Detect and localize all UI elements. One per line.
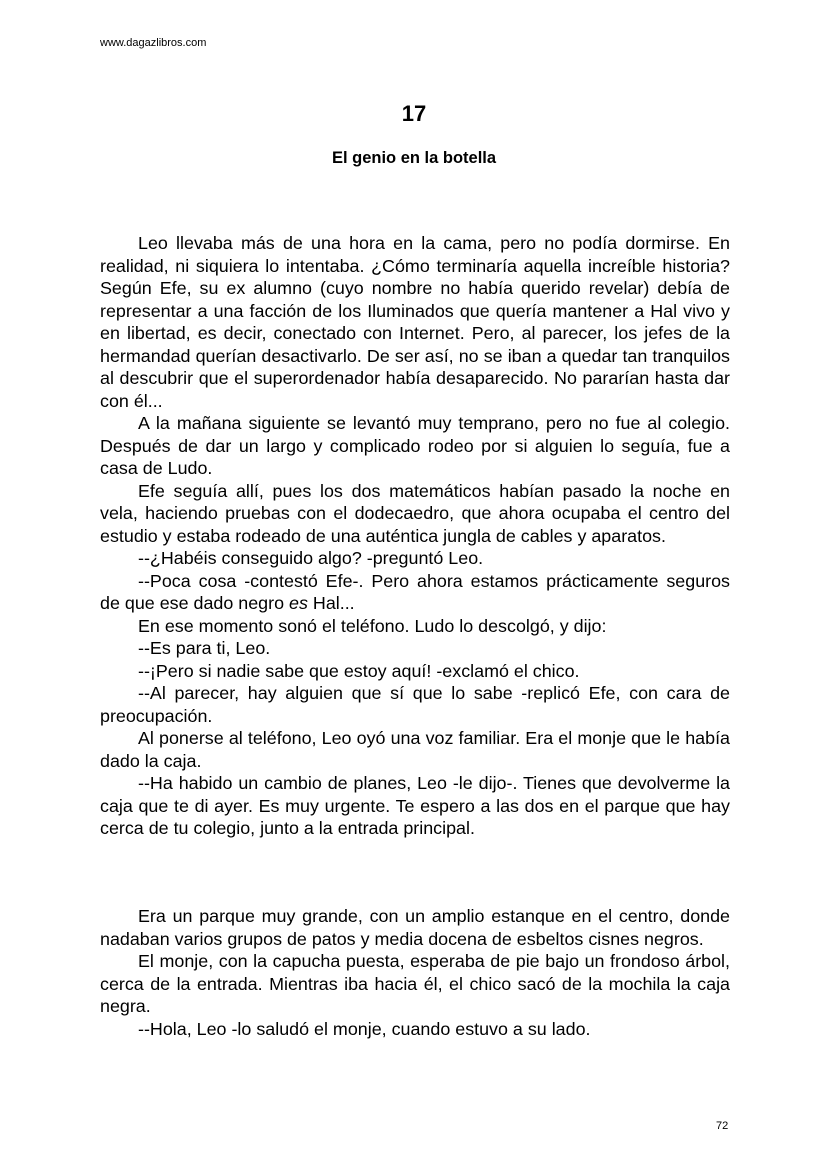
paragraph: Era un parque muy grande, con un amplio estanque en el centro, donde nadaban varios grupos de patos y media docena de esbeltos cisnes negros. [100,906,730,949]
paragraph: --Es para ti, Leo. [138,638,271,658]
chapter-number: 17 [401,101,427,126]
page-number: 72 [716,1120,729,1132]
paragraph: A la mañana siguiente se levantó muy temprano, pero no fue al colegio. Después de dar un largo y complicado rodeo por si alguien lo seguía, fue a casa de Ludo. [100,413,730,478]
paragraph: El monje, con la capucha puesta, esperaba de pie bajo un frondoso árbol, cerca de la entrada. Mientras iba hacia él, el chico sacó de la mochila la caja negra. [100,951,730,1016]
paragraph: --¡Pero si nadie sabe que estoy aquí! -exclamó el chico. [138,660,580,681]
paragraph: --Ha habido un cambio de planes, Leo -le dijo-. Tienes que devolverme la caja que te di ayer. Es muy urgente. Te espero a las dos en el parque que hay cerca de tu colegio, junto a la entrada principal. [100,773,730,838]
paragraph-text: --Poca cosa -contestó Efe-. Pero ahora estamos prácticamente seguros de que ese dado negro [100,570,730,613]
paragraph [100,570,730,615]
paragraph: --Al parecer, hay alguien que sí que lo sabe -replicó Efe, con cara de preocupación. [100,683,730,726]
site-url: www.dagazlibros.com [100,37,207,49]
body-text-section-1 [100,232,730,840]
paragraph: En ese momento sonó el teléfono. Ludo lo descolgó, y dijo: [138,615,607,636]
chapter-title: El genio en la botella [331,149,497,167]
paragraph: Leo llevaba más de una hora en la cama, pero no podía dormirse. En realidad, ni siquiera lo intentaba. ¿Cómo terminaría aquella increíble historia? Según Efe, su ex alumno (cuyo nombre no había querido revelar) debía de representar a una facción de los Iluminados que quería mantener a Hal vivo y en libertad, es decir, conectado con Internet. Pero, al parecer, los jefes de la hermandad querían desactivarlo. De ser así, no se iban a quedar tan tranquilos al descubrir que el superordenador había desaparecido. No pararían hasta dar con él... [100,233,730,411]
paragraph-text: Hal... [307,593,355,613]
paragraph: Efe seguía allí, pues los dos matemáticos habían pasado la noche en vela, haciendo pruebas con el dodecaedro, que ahora ocupaba el centro del estudio y estaba rodeado de una auténtica jungla de cables y aparatos. [100,480,730,546]
body-text-section-2 [100,905,730,1040]
emphasis-text: es [289,593,308,613]
paragraph: --Hola, Leo -lo saludó el monje, cuando estuvo a su lado. [138,1018,591,1039]
paragraph: --¿Habéis conseguido algo? -preguntó Leo. [138,548,484,568]
paragraph: Al ponerse al teléfono, Leo oyó una voz familiar. Era el monje que le había dado la caja. [100,728,730,771]
